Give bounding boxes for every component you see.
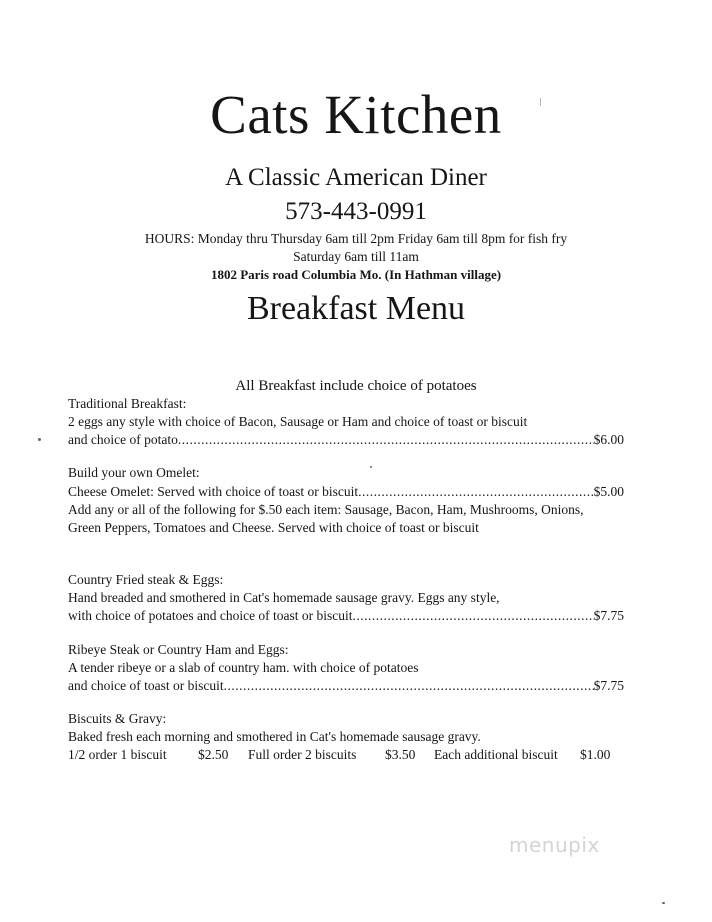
section-heading-biscuits: Biscuits & Gravy: [68,711,167,726]
address: 1802 Paris road Columbia Mo. (In Hathman village) [210,267,502,282]
section-heading-country-fried: Country Fried steak & Eggs: [68,572,224,587]
omelet-description: Cheese Omelet: Served with choice of toast or biscuit [68,484,359,499]
restaurant-tagline: A Classic American Diner [225,164,487,191]
dot-leader [224,677,594,695]
omelet-price: $5.00 [593,484,624,499]
hours-line-1: HOURS: Monday thru Thursday 6am till 2pm Friday 6am till 8pm for fish fry [144,231,568,246]
section-heading-omelet: Build your own Omelet: [68,465,200,480]
country-fried-price-line [68,607,624,625]
omelet-price-line [68,483,624,501]
scan-speck [540,98,541,106]
restaurant-name: Cats Kitchen [210,84,502,145]
phone-number: 573-443-0991 [285,198,427,225]
additional-biscuit-label: Each additional biscuit [434,747,558,762]
section-heading-traditional: Traditional Breakfast: [68,396,187,411]
ribeye-description-cont: and choice of toast or biscuit [68,678,224,693]
omelet-addons: Add any or all of the following for $.50 each item: Sausage, Bacon, Ham, Mushrooms, Onions, [68,502,584,517]
traditional-price-line [68,431,624,449]
full-order-label: Full order 2 biscuits [248,747,357,762]
potatoes-note: All Breakfast include choice of potatoes [235,378,477,394]
scan-speck [662,902,665,904]
additional-biscuit-price: $1.00 [580,747,611,762]
traditional-description-cont: and choice of potato [68,432,178,447]
country-fried-price: $7.75 [593,608,624,623]
dot-leader [353,607,594,625]
traditional-price: $6.00 [593,432,624,447]
ribeye-price: $7.75 [593,678,624,693]
omelet-addons-cont: Green Peppers, Tomatoes and Cheese. Served with choice of toast or biscuit [68,520,479,535]
country-fried-description-cont: with choice of potatoes and choice of toast or biscuit [68,608,353,623]
country-fried-description: Hand breaded and smothered in Cat's homemade sausage gravy. Eggs any style, [68,590,500,605]
half-order-price: $2.50 [198,747,229,762]
dot-leader [358,483,593,501]
section-heading-ribeye: Ribeye Steak or Country Ham and Eggs: [68,642,289,657]
scan-speck [38,438,41,441]
biscuits-description: Baked fresh each morning and smothered in Cat's homemade sausage gravy. [68,729,481,744]
menu-heading: Breakfast Menu [246,290,466,327]
ribeye-price-line [68,677,624,695]
dot-leader [178,431,594,449]
scan-speck [370,466,372,468]
ribeye-description: A tender ribeye or a slab of country ham. with choice of potatoes [68,660,419,675]
full-order-price: $3.50 [385,747,416,762]
half-order-label: 1/2 order 1 biscuit [68,747,167,762]
menupix-watermark: menupix [509,833,600,857]
traditional-description: 2 eggs any style with choice of Bacon, Sausage or Ham and choice of toast or biscuit [68,414,528,429]
hours-line-2: Saturday 6am till 11am [293,249,419,264]
